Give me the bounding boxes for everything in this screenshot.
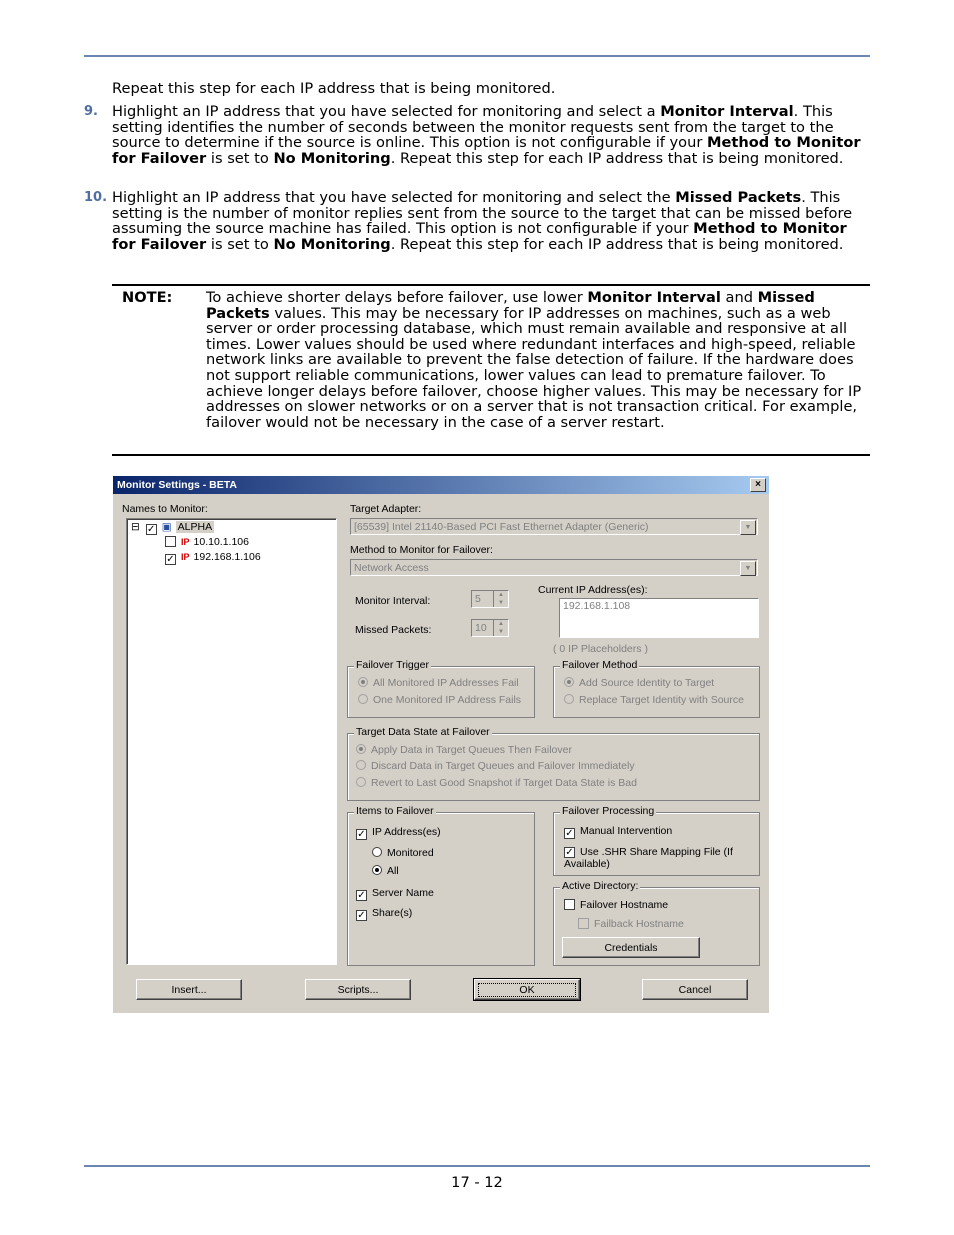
missed-packets-value: 10 bbox=[475, 622, 487, 634]
ip-2-checkbox[interactable]: ✓ bbox=[166, 554, 175, 565]
failover-processing-group bbox=[553, 805, 760, 876]
method-replace-radio[interactable] bbox=[564, 694, 744, 706]
note-bottom-rule bbox=[112, 454, 870, 456]
tree-root[interactable] bbox=[131, 521, 214, 535]
active-directory-group bbox=[553, 880, 760, 966]
radio-icon[interactable] bbox=[564, 677, 574, 687]
missed-packets-spinner[interactable] bbox=[471, 619, 509, 637]
ip-1-checkbox[interactable] bbox=[165, 536, 176, 547]
insert-button[interactable]: Insert... bbox=[136, 979, 242, 1000]
manual-intervention-label: Manual Intervention bbox=[580, 825, 673, 837]
step-10-text: Highlight an IP address that you have selected for monitoring and select the Missed Packets. This setting is the number of monitor replies sent from the source to the target that can be missed before assuming the source machine has failed. This option is not configurable if your Method to Monitor for Failover is set to No Monitoring. Repeat this step for each IP address that is being monitored. bbox=[112, 189, 853, 253]
checkbox-icon[interactable] bbox=[578, 918, 589, 929]
radio-icon[interactable] bbox=[356, 777, 366, 787]
target-adapter-select[interactable] bbox=[350, 518, 758, 535]
current-ip-value: 192.168.1.108 bbox=[563, 600, 631, 612]
ip-placeholders-text: ( 0 IP Placeholders ) bbox=[553, 643, 648, 655]
footer-rule bbox=[84, 1165, 870, 1167]
monitor-interval-label: Monitor Interval: bbox=[355, 595, 431, 607]
current-ip-box[interactable] bbox=[559, 598, 759, 638]
trigger-one-radio[interactable] bbox=[358, 694, 521, 706]
dialog-title-bar bbox=[113, 476, 769, 494]
ok-label: OK bbox=[478, 983, 575, 997]
target-data-state-legend: Target Data State at Failover bbox=[356, 726, 490, 738]
state-apply-radio[interactable] bbox=[356, 744, 572, 756]
monitor-interval-spinner[interactable] bbox=[471, 590, 509, 608]
radio-icon[interactable] bbox=[358, 694, 368, 704]
trigger-all-label: All Monitored IP Addresses Fail bbox=[373, 677, 519, 689]
note-top-rule bbox=[112, 284, 870, 286]
failover-method-group bbox=[553, 659, 760, 718]
server-name-checkbox[interactable] bbox=[356, 887, 434, 901]
state-revert-radio[interactable] bbox=[356, 777, 637, 789]
trigger-all-radio[interactable] bbox=[358, 677, 519, 689]
monitored-radio[interactable] bbox=[372, 847, 434, 859]
spinner-arrows-icon[interactable]: ▲ ▼ bbox=[493, 591, 508, 607]
missed-packets-label: Missed Packets: bbox=[355, 624, 432, 636]
failover-processing-legend: Failover Processing bbox=[562, 805, 655, 817]
page-number: 17 - 12 bbox=[451, 1174, 503, 1191]
ok-button[interactable] bbox=[474, 979, 580, 1000]
shares-label: Share(s) bbox=[372, 907, 413, 919]
server-name-label: Server Name bbox=[372, 887, 434, 899]
step-9-text: Highlight an IP address that you have selected for monitoring and select a Monitor Interval. This setting identifies the number of seconds between the monitor requests sent from the target to the source to determine if the source is online. This option is not configurable if your Method to Monitor for Failover is set to No Monitoring. Repeat this step for each IP address that is being monitored. bbox=[112, 103, 861, 167]
scripts-button[interactable]: Scripts... bbox=[305, 979, 411, 1000]
all-label: All bbox=[387, 865, 399, 877]
chevron-down-icon[interactable]: ▼ bbox=[740, 520, 756, 535]
current-ip-label: Current IP Address(es): bbox=[538, 584, 648, 596]
close-icon[interactable]: × bbox=[750, 478, 766, 492]
state-apply-label: Apply Data in Target Queues Then Failover bbox=[371, 744, 572, 756]
target-data-state-group bbox=[347, 726, 760, 801]
checkbox-icon[interactable]: ✓ bbox=[565, 828, 574, 839]
note-label: NOTE: bbox=[122, 289, 173, 306]
spinner-arrows-icon[interactable]: ▲ ▼ bbox=[493, 620, 508, 636]
checkbox-icon[interactable]: ✓ bbox=[565, 847, 574, 858]
failover-hostname-checkbox[interactable] bbox=[564, 899, 668, 911]
dialog-title: Monitor Settings - BETA bbox=[117, 479, 237, 491]
checkbox-icon[interactable]: ✓ bbox=[357, 890, 366, 901]
all-radio[interactable] bbox=[372, 865, 399, 877]
ip-icon: IP bbox=[181, 537, 190, 547]
tree-expander-icon[interactable]: ⊟ bbox=[131, 521, 140, 533]
state-discard-label: Discard Data in Target Queues and Failover Immediately bbox=[371, 760, 635, 772]
method-add-radio[interactable] bbox=[564, 677, 714, 689]
method-value: Network Access bbox=[354, 562, 429, 574]
ip-addresses-label: IP Address(es) bbox=[372, 826, 441, 838]
server-icon: ▣ bbox=[161, 521, 172, 533]
tree-root-label[interactable]: ALPHA bbox=[177, 521, 213, 533]
tree-root-checkbox[interactable]: ✓ bbox=[147, 524, 156, 535]
radio-icon[interactable] bbox=[372, 865, 382, 875]
checkbox-icon[interactable]: ✓ bbox=[357, 910, 366, 921]
method-add-label: Add Source Identity to Target bbox=[579, 677, 715, 689]
active-directory-legend: Active Directory: bbox=[562, 880, 639, 892]
cancel-button[interactable]: Cancel bbox=[642, 979, 748, 1000]
radio-icon[interactable] bbox=[356, 760, 366, 770]
tree-ip-2[interactable] bbox=[165, 551, 261, 565]
checkbox-icon[interactable]: ✓ bbox=[357, 829, 366, 840]
target-adapter-label: Target Adapter: bbox=[350, 503, 422, 515]
items-to-failover-group bbox=[347, 805, 535, 966]
credentials-button[interactable]: Credentials bbox=[562, 937, 700, 958]
manual-intervention-checkbox[interactable] bbox=[564, 825, 672, 839]
method-label: Method to Monitor for Failover: bbox=[350, 544, 493, 556]
note-text: To achieve shorter delays before failover, use lower Monitor Interval and Missed Packets values. This may be necessary for IP addresses on machines, such as a web server or order processing database, which must remain available and responsive at all times. Lower values should be used where redundant interfaces and high-speed, reliable network links are available to prevent the false detection of failure. If the hardware does not support reliable communications, lower values can lead to premature failover. To achieve longer delays before failover, choose higher values. This may be necessary for IP addresses on slower networks or on a server that is not transaction critical. For example, failover would not be necessary in the case of a server restart. bbox=[206, 289, 862, 431]
ip-icon: IP bbox=[181, 552, 190, 562]
names-to-monitor-label: Names to Monitor: bbox=[122, 503, 208, 515]
intro-text: Repeat this step for each IP address that is being monitored. bbox=[112, 80, 556, 97]
ip-2-label[interactable]: 192.168.1.106 bbox=[193, 551, 261, 563]
names-tree[interactable] bbox=[126, 518, 337, 965]
step-10-number: 10. bbox=[84, 190, 108, 205]
failover-method-legend: Failover Method bbox=[562, 659, 638, 671]
failover-trigger-legend: Failover Trigger bbox=[356, 659, 429, 671]
failback-hostname-label: Failback Hostname bbox=[594, 918, 684, 930]
trigger-one-label: One Monitored IP Address Fails bbox=[373, 694, 522, 706]
tree-ip-1[interactable] bbox=[165, 536, 249, 548]
failover-trigger-group bbox=[347, 659, 535, 718]
monitor-settings-dialog bbox=[113, 476, 769, 1013]
ip-addresses-checkbox[interactable] bbox=[356, 826, 441, 840]
radio-icon[interactable] bbox=[356, 744, 366, 754]
checkbox-icon[interactable] bbox=[564, 899, 575, 910]
header-rule bbox=[84, 55, 870, 57]
monitor-interval-value: 5 bbox=[475, 593, 481, 605]
failback-hostname-checkbox[interactable] bbox=[578, 918, 684, 930]
shares-checkbox[interactable] bbox=[356, 907, 412, 921]
failover-hostname-label: Failover Hostname bbox=[580, 899, 669, 911]
items-to-failover-legend: Items to Failover bbox=[356, 805, 434, 817]
radio-icon[interactable] bbox=[372, 847, 382, 857]
method-replace-label: Replace Target Identity with Source bbox=[579, 694, 744, 706]
radio-icon[interactable] bbox=[358, 677, 368, 687]
step-9-number: 9. bbox=[84, 104, 98, 119]
shr-checkbox[interactable] bbox=[564, 846, 734, 870]
target-adapter-value: [65539] Intel 21140-Based PCI Fast Ethernet Adapter (Generic) bbox=[354, 521, 649, 533]
state-revert-label: Revert to Last Good Snapshot if Target Data State is Bad bbox=[371, 777, 637, 789]
chevron-down-icon[interactable]: ▼ bbox=[740, 561, 756, 576]
ip-1-label[interactable]: 10.10.1.106 bbox=[193, 536, 249, 548]
radio-icon[interactable] bbox=[564, 694, 574, 704]
monitored-label: Monitored bbox=[387, 847, 434, 859]
state-discard-radio[interactable] bbox=[356, 760, 635, 772]
shr-label: Use .SHR Share Mapping File (If Available) bbox=[564, 846, 733, 870]
method-select[interactable] bbox=[350, 559, 758, 576]
